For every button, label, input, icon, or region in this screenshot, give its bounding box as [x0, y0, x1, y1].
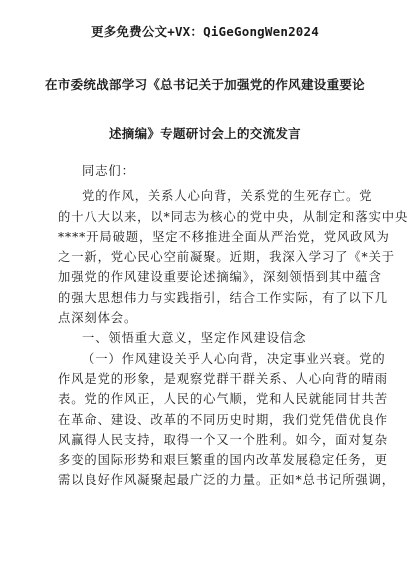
- document-title-line-1: 在市委统战部学习《总书记关于加强党的作风建设重要论: [44, 77, 365, 92]
- paragraph-1-line: ****开局破题，坚定不移推进全面从严治党，党风政风为: [58, 229, 390, 244]
- paragraph-2-line: 作风是党的形象，是观察党群干群关系、人心向背的晴雨: [58, 371, 388, 386]
- paragraph-2-line: （一）作风建设关乎人心向背，决定事业兴衰。党的: [82, 351, 386, 366]
- paragraph-2-line: 表。党的作风正，人民的心气顺，党和人民就能同甘共苦: [58, 392, 388, 407]
- paragraph-2-line: 风赢得人民支持，取得一个又一个胜利。如今，面对复杂: [58, 432, 388, 447]
- paragraph-2-line: 需以良好作风凝聚起最广泛的力量。正如*总书记所强调，: [58, 473, 395, 488]
- paragraph-1-line: 党的作风，关系人心向背，关系党的生死存亡。党: [82, 189, 373, 204]
- paragraph-1-line: 的十八大以来，以*同志为核心的党中央，从制定和落实中央: [58, 209, 409, 224]
- paragraph-1-line: 之一新，党心民心空前凝聚。近期，我深入学习了《*关于: [58, 250, 395, 265]
- document-body: [58, 161, 409, 491]
- paragraph-1-line: 的强大思想伟力与实践指引，结合工作实际，有了以下几: [58, 290, 388, 305]
- salutation: 同志们：: [82, 164, 135, 178]
- section-heading-1: 一、领悟重大意义，坚定作风建设信念: [82, 331, 307, 346]
- paragraph-2-line: 多变的国际形势和艰巨繁重的国内改革发展稳定任务，更: [58, 453, 388, 468]
- header-note: 更多免费公文+VX：QiGeGongWen2024: [91, 24, 319, 39]
- paragraph-1-line: 加强党的作风建设重要论述摘编》，深刻领悟到其中蕴含: [58, 270, 382, 285]
- document-title-line-2: 述摘编》专题研讨会上的交流发言: [108, 126, 301, 141]
- paragraph-2-line: 在革命、建设、改革的不同历史时期，我们党凭借优良作: [58, 412, 388, 427]
- paragraph-1-line: 点深刻体会。: [58, 311, 138, 326]
